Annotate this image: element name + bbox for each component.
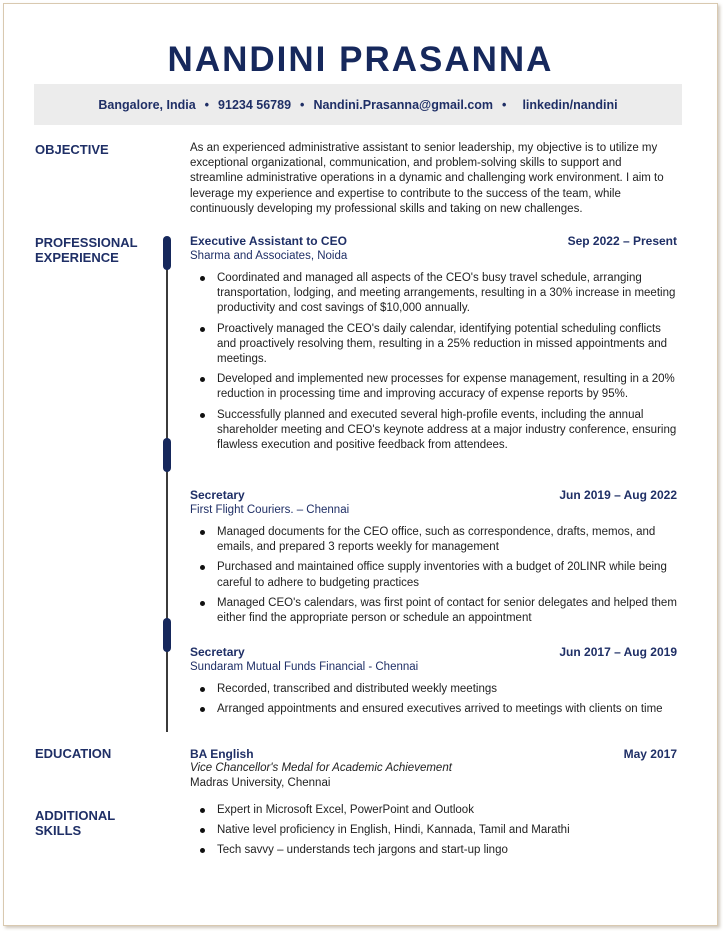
job-bullets	[190, 525, 677, 626]
timeline-marker	[163, 438, 171, 472]
contact-phone: 91234 56789	[218, 97, 292, 112]
job-bullet: Developed and implemented new processes for expense management, resulting in a 20% reduction in processing time and improving accuracy of expense reports by 95%.	[190, 372, 677, 402]
education-heading: EDUCATION	[35, 746, 112, 761]
contact-email: Nandini.Prasanna@gmail.com	[313, 97, 494, 112]
job-bullet: Recorded, transcribed and distributed weekly meetings	[190, 682, 677, 697]
skills-list-container	[190, 803, 677, 864]
job-entry	[190, 645, 677, 722]
skills-heading	[35, 808, 115, 838]
skill-item: Expert in Microsoft Excel, PowerPoint and Outlook	[190, 803, 677, 818]
experience-heading	[35, 235, 138, 265]
contact-separator: •	[300, 97, 305, 112]
resume-page	[3, 3, 718, 926]
contact-location: Bangalore, India	[98, 97, 196, 112]
timeline-line	[166, 240, 168, 732]
contact-separator: •	[502, 97, 507, 112]
job-bullet: Successfully planned and executed several high-profile events, including the annual shareholder meeting and CEO's keynote address at a major industry conference, ensuring flawless execution and positive feedback from attendees.	[190, 408, 677, 454]
timeline-marker	[163, 236, 171, 270]
timeline-marker	[163, 618, 171, 652]
job-company: Sharma and Associates, Noida	[190, 250, 348, 262]
job-bullet: Arranged appointments and ensured executives arrived to meetings with clients on time	[190, 702, 677, 717]
education-entry	[190, 747, 677, 791]
objective-heading: OBJECTIVE	[35, 142, 109, 157]
job-bullet: Purchased and maintained office supply inventories with a budget of 20LINR while being careful to adhere to budgeting practices	[190, 560, 677, 590]
job-bullet: Managed documents for the CEO office, such as correspondence, drafts, memos, and emails, and prepared 3 reports weekly for management	[190, 525, 677, 555]
experience-heading-line2: EXPERIENCE	[35, 250, 119, 265]
job-bullets	[190, 271, 677, 453]
job-entry	[190, 234, 677, 458]
education-school: Madras University, Chennai	[190, 777, 331, 789]
experience-heading-line1: PROFESSIONAL	[35, 235, 138, 250]
job-dates: Sep 2022 – Present	[567, 234, 677, 248]
education-honor: Vice Chancellor's Medal for Academic Achievement	[190, 762, 452, 774]
objective-text: As an experienced administrative assistant to senior leadership, my objective is to utilize my exceptional organizational, communication, and problem-solving skills to support and streamline administrative operations in a dynamic and challenging work environment. I aim to leverage my experience and expertise to contribute to the success of the team, while continuously developing my professional skills and taking on new challenges.	[190, 142, 664, 215]
skills-heading-line1: ADDITIONAL	[35, 808, 116, 823]
skill-item: Native level proficiency in English, Hindi, Kannada, Tamil and Marathi	[190, 823, 677, 838]
job-title: Secretary	[190, 488, 245, 502]
job-bullet: Managed CEO's calendars, was first point of contact for senior delegates and helped them either find the appropriate person or schedule an appointment	[190, 596, 677, 626]
contact-bar	[34, 84, 682, 125]
job-company: Sundaram Mutual Funds Financial - Chennai	[190, 661, 419, 673]
skill-item: Tech savvy – understands tech jargons and start-up lingo	[190, 843, 677, 858]
contact-separator: •	[204, 97, 210, 112]
job-company: First Flight Couriers. – Chennai	[190, 504, 350, 516]
skills-list	[190, 803, 677, 859]
job-title: Secretary	[190, 645, 245, 659]
job-bullet: Coordinated and managed all aspects of the CEO's busy travel schedule, arranging transportation, lodging, and meeting arrangements, resulting in a 30% increase in meeting productivity and cost savings of $10,000 annually.	[190, 271, 677, 317]
job-dates: Jun 2019 – Aug 2022	[559, 488, 677, 502]
job-bullets	[190, 682, 677, 717]
contact-linkedin: linkedin/nandini	[522, 97, 618, 112]
education-degree: BA English	[190, 747, 254, 761]
job-dates: Jun 2017 – Aug 2019	[559, 645, 677, 659]
candidate-name: NANDINI PRASANNA	[167, 40, 554, 79]
job-title: Executive Assistant to CEO	[190, 234, 347, 248]
education-date: May 2017	[623, 747, 677, 761]
skills-heading-line2: SKILLS	[35, 823, 82, 838]
job-bullet: Proactively managed the CEO's daily calendar, identifying potential scheduling conflicts and proactively resolving them, resulting in a 25% reduction in missed appointments and meetings.	[190, 322, 677, 368]
job-entry	[190, 488, 677, 631]
